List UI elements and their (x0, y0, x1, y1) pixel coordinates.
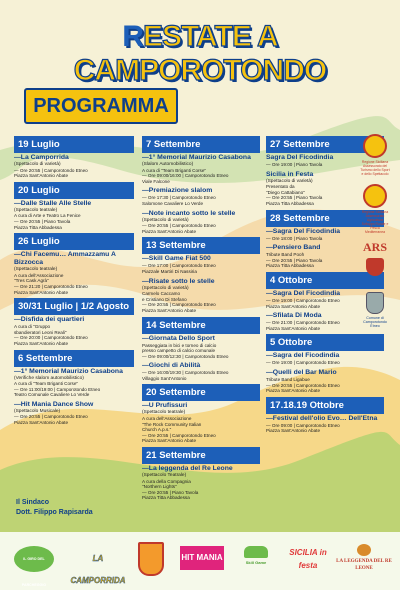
event-detail: — Ore 20:55 | Piano Tavola (142, 489, 199, 495)
event-title: —Sagra Del Ficodindia (266, 289, 341, 297)
column-2 (142, 133, 260, 504)
event-detail: — Ore 20:55 | Camporotondo Etneo (14, 414, 88, 420)
sponsor-logo-hitmania (180, 546, 224, 570)
logo-text: Regione Siciliana Assessorato Agricoltura Sviluppo Rurale e Pesca Mediterranea (361, 210, 389, 234)
event-detail: — Ore 20:55 | Camporotondo Etneo (266, 382, 340, 388)
event-title: —Quelli del Bar Mario (266, 368, 337, 376)
poster-title (0, 20, 400, 88)
event-detail: Villaggio Sant'Antonio (142, 375, 187, 381)
event-subtitle: (Spettacolo di varietà) (142, 285, 189, 291)
event-detail: Salomone Cavaliere Lo Verde (142, 200, 204, 206)
event-detail: sbandieratori Leoni Reali" (14, 329, 67, 335)
date-bar: 5 Ottobre (266, 334, 384, 351)
logo-ars: ARS (362, 240, 387, 254)
crest-icon (366, 258, 384, 276)
event (142, 278, 260, 314)
sponsor-text: Skill Game (245, 560, 267, 565)
event-detail: A cura di "Team Briganti Corse" (14, 381, 79, 387)
sponsor-logo-shield (138, 542, 164, 576)
event (142, 255, 260, 274)
event (14, 316, 134, 346)
event-detail: Piazza Sant'Antonio Abate (266, 428, 320, 434)
event (14, 251, 134, 295)
event-detail: Piazza Sant'Antonio Abate (142, 307, 196, 313)
event-detail: A cura della Compagnia (142, 478, 191, 484)
date-bar: 6 Settembre (14, 350, 134, 367)
event (14, 154, 134, 179)
event-title: —Sagra del Ficodindia (266, 352, 340, 360)
event-detail: — Ore 09:00 | Camporotondo Etneo (266, 422, 340, 428)
date-bar: 20 Luglio (14, 182, 134, 199)
event-detail: A cura dell'Associazione (14, 272, 64, 278)
event-detail: Piazza Titta Abbadessa (142, 495, 190, 501)
sponsor-text: HIT MANIA (181, 553, 223, 562)
event (142, 362, 260, 381)
event-detail: — Ore 09:00/16:00 | Camporotondo Etneo (142, 173, 229, 179)
event-title: —U Prufissuri (142, 402, 188, 410)
event-detail: — Ore 21:00 | Camporotondo Etneo (266, 320, 340, 326)
event-detail: Piazza Sant'Antonio Abate (266, 388, 320, 394)
sindaco-signature (16, 498, 93, 518)
sponsor-text: SICILIA in festa (289, 548, 327, 570)
title-rest: ESTATE A CAMPOROTONDO (73, 20, 327, 87)
event-detail: — Ore 20:55 | Piano Tavola (14, 218, 71, 224)
event-detail: Passeggiata in bici e torneo di calcio (142, 342, 217, 348)
event-title: —Premiazione slalom (142, 187, 213, 195)
event-title: —Giochi di Abilità (142, 362, 201, 370)
event-detail: — Ore 18:00 | Piano Tavola (266, 235, 323, 241)
sindaco-title: Il Sindaco (16, 499, 50, 506)
sponsor-logo-skill-game (238, 544, 274, 572)
event-detail: — Ore 20:55 | Piano Tavola (266, 195, 323, 201)
event-detail: presso campetto di calcio comunale (142, 348, 216, 354)
event (142, 465, 260, 501)
event-title: —Note incanto sotto le stelle (142, 209, 236, 217)
event-detail: — Ore 09:00/12:30 | Camporotondo Etneo (142, 353, 229, 359)
title-initial: R (122, 20, 143, 53)
event-title: Sicilia in Festa (266, 170, 314, 178)
logo-regione-turismo (360, 134, 390, 176)
sponsor-logo-parcheggio (14, 546, 54, 587)
event-detail: Piazza Sant'Antonio Abate (266, 303, 320, 309)
event-subtitle: (Verifiche slalom automobilistico) (14, 375, 84, 381)
event-detail: Piazza Sant'Antonio Abate (14, 173, 68, 179)
date-bar: 20 Settembre (142, 384, 260, 401)
date-bar: 17.18.19 Ottobre (266, 397, 384, 414)
event-title: Sagra Del Ficodindia (266, 154, 334, 161)
sindaco-name: Dott. Filippo Rapisarda (16, 509, 93, 516)
event-title: —1° Memorial Maurizio Casabona (142, 154, 251, 161)
event-title: —La Camporrida (14, 154, 69, 161)
logo-text: Regione Siciliana Assessorato del Turismo dello Sport e dello Spettacolo (360, 160, 390, 176)
event-detail: e Cristiano Di Stefano (142, 296, 187, 302)
car-icon (244, 546, 268, 558)
event-title: —Hit Mania Dance Show (14, 400, 94, 408)
event-detail: "Northern Lights" (142, 484, 177, 490)
event-detail: Piazza Titta Abbadessa (266, 263, 314, 269)
comune-crest-icon (366, 292, 384, 314)
date-bar: 14 Settembre (142, 317, 260, 334)
event-detail: — Ore 20:55 | Camporotondo Etneo (142, 302, 216, 308)
logo-text: Comune di Camporotondo Etneo (363, 316, 387, 328)
date-bar: 28 Settembre (266, 210, 384, 227)
date-bar: 4 Ottobre (266, 272, 384, 289)
event-subtitle: (Spettacolo Musicale) (14, 408, 61, 414)
sponsor-text: LA CAMPORRIDA (70, 554, 126, 585)
event-detail: Piazza Sant'Antonio Abate (14, 289, 68, 295)
event-detail: — Ore 19:00 | Piano Tavola (266, 162, 323, 167)
event (14, 200, 134, 230)
date-bar: 21 Settembre (142, 447, 260, 464)
event (266, 369, 384, 394)
event (142, 335, 260, 360)
sponsor-logo-sicilia-festa (286, 546, 330, 572)
event (142, 154, 260, 184)
event-detail: Piazza Sant'Antonio Abate (142, 228, 196, 234)
programma-label: PROGRAMMA (24, 88, 178, 124)
event-detail: — Ore 17:30 | Camporotondo Etneo (142, 195, 216, 201)
sponsor-strip (0, 540, 400, 587)
column-1 (14, 133, 134, 429)
sponsor-text: LA LEGGENDA DEL RE LEONE (336, 559, 392, 571)
event-detail: — Ore 20:55 | Piano Tavola (266, 257, 323, 263)
event-detail: — Ore 11:00/19:00 | Camporotondo Etneo (14, 386, 101, 392)
event-detail: A cura di "Team Briganti Corse" (142, 167, 207, 173)
date-bar: 30/31 Luglio | 1/2 Agosto (14, 298, 134, 315)
date-bar: 27 Settembre (266, 136, 384, 153)
event-detail: Church A.p.s." (142, 427, 172, 433)
event-detail: Tribute Band Ligabue (266, 376, 310, 382)
event-detail: "Diego Cattabiano" (266, 189, 305, 195)
event-title: —Sagra Del Ficodindia (266, 227, 341, 235)
event-detail: "The Rock Community Italian (142, 421, 202, 427)
event (14, 401, 134, 426)
event-detail: Piazzale Martiri Di Nassiria (142, 268, 197, 274)
column-3 (266, 133, 384, 437)
event-detail: — Ore 17:00 | Camporotondo Etneo (142, 263, 216, 269)
date-bar: 19 Luglio (14, 136, 134, 153)
event-subtitle: (Spettacolo di varietà) (266, 178, 313, 184)
event-title: —Sfilata Di Moda (266, 312, 322, 320)
event-subtitle: (Spettacolo di varietà) (142, 217, 189, 223)
event-subtitle: (Spettacolo Teatrale) (142, 473, 187, 479)
event-title: —Festival dell'olio Evo… Dell'Etna (266, 414, 378, 422)
event-detail: Piazza Sant'Antonio Abate (14, 340, 68, 346)
event-detail: Viale Falcone (142, 178, 170, 184)
event-detail: A cura dell'Associazione (142, 416, 192, 422)
sponsor-logo-re-leone (336, 544, 392, 576)
event-title: —Pensiero Band (266, 244, 321, 252)
event-detail: Piazza Sant'Antonio Abate (266, 325, 320, 331)
event-detail: "Tres Cask Agrà" (14, 278, 49, 284)
event-title: —La leggenda del Re Leone (142, 465, 233, 473)
event-detail: Carmelo Caccamo (142, 291, 181, 297)
event (266, 352, 384, 366)
event-detail: — Ore 20:00 | Camporotondo Etneo (14, 335, 88, 341)
event-subtitle: (Spettacolo teatrale) (142, 410, 186, 416)
event-title: —Skill Game Fiat 500 (142, 255, 211, 263)
event-detail: — Ore 20:55 | Camporotondo Etneo (142, 223, 216, 229)
event-detail: Piazza Titta Abbadessa (266, 200, 314, 206)
event-detail: Presentato da (266, 184, 295, 190)
date-bar: 7 Settembre (142, 136, 260, 153)
event-detail: A cura di "Gruppo (14, 324, 51, 330)
sponsor-text: IL GIRO DEL PARCHEGGIO (21, 557, 47, 587)
event-detail: — Ore 21:20 | Camporotondo Etneo (14, 283, 88, 289)
event-detail: Teatro Comunale Cavaliere Lo Verde (14, 392, 90, 398)
logo-regione-agricoltura (360, 184, 390, 234)
event-subtitle: (Spettacolo di varietà) (14, 162, 61, 167)
event-subtitle: (Spettacolo teatrale) (14, 267, 58, 273)
event-detail: — Ore 19:00 | Camporotondo Etneo (266, 297, 340, 303)
lion-icon (357, 544, 371, 556)
event-title: —Risate sotto le stelle (142, 277, 215, 285)
event-detail: — Ore 19:00 | Camporotondo Etneo (266, 360, 340, 366)
event-title: —Chi Facemu… Ammazzamu A Bizzocca (14, 251, 116, 267)
event (142, 210, 260, 235)
event-title: —Disfida dei quartieri (14, 316, 85, 324)
event-detail: — Ore 20:55 | Camporotondo Etneo (142, 432, 216, 438)
event (142, 402, 260, 444)
logo-comune (360, 292, 390, 328)
trinacria-icon (363, 184, 387, 208)
event-detail: Piazza Sant'Antonio Abate (14, 420, 68, 426)
event-title: —Giornata Dello Sport (142, 334, 215, 342)
event-detail: Piazza Sant'Antonio Abate (142, 438, 196, 444)
event-detail: A cura di Arte e Teatro La Fenice (14, 213, 81, 219)
event-detail: Piazza Titta Abbadessa (14, 224, 62, 230)
event (14, 368, 134, 398)
event-subtitle: (Slalom Automobilistico) (142, 162, 194, 167)
sponsor-logo-camporrida (70, 548, 126, 585)
event-detail: Tribute Band Pooh (266, 252, 305, 258)
event-detail: — Ore 20:55 | Camporotondo Etneo (14, 167, 88, 173)
date-bar: 13 Settembre (142, 237, 260, 254)
event-title: —Dalle Stalle Alle Stelle (14, 199, 92, 207)
event (266, 415, 384, 434)
event (142, 187, 260, 206)
event-detail: — Ore 16:00/19:30 | Camporotondo Etneo (142, 370, 229, 376)
event-title: —1° Memorial Maurizio Casabona (14, 367, 123, 375)
event-subtitle: (Spettacolo teatrale) (14, 207, 58, 213)
trinacria-icon (363, 134, 387, 158)
date-bar: 26 Luglio (14, 233, 134, 250)
